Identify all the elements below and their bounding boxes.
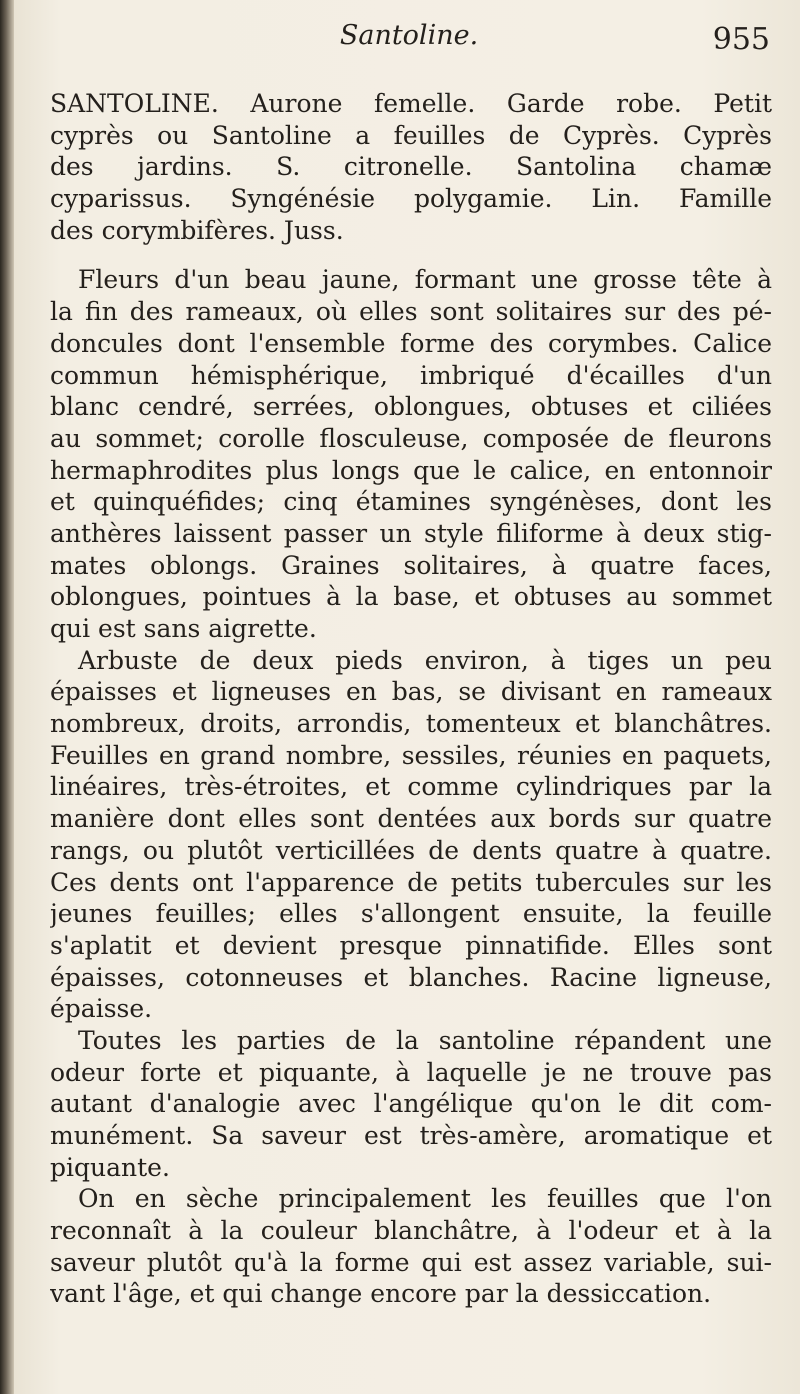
text-line: des corymbifères. Juss. — [50, 215, 344, 245]
text-line: cyprès ou Santoline a feuilles de Cyprès. Cyprès — [50, 120, 772, 150]
running-title: Santoline. — [339, 20, 479, 51]
text-line: vant l'âge, et qui change encore par la dessiccation. — [50, 1279, 712, 1309]
odor-paragraph — [50, 1025, 772, 1183]
text-line: s'aplatit et devient presque pinnatifide. Elles sont — [50, 930, 772, 960]
text-line: commun hémisphérique, imbriqué d'écailles d'un — [50, 360, 772, 390]
text-line: piquante. — [50, 1152, 170, 1182]
text-line: et quinquéfides; cinq étamines syngénèses, dont les — [50, 487, 772, 517]
text-line: au sommet; corolle flosculeuse, composée de fleurons — [50, 423, 772, 453]
page-number: 955 — [712, 22, 770, 57]
entry-heading-paragraph — [50, 88, 772, 246]
text-line: linéaires, très-étroites, et comme cylindriques par la — [50, 772, 772, 802]
text-line: munément. Sa saveur est très-amère, aromatique et — [50, 1121, 772, 1150]
text-line: qui est sans aigrette. — [50, 614, 317, 643]
text-line: Fleurs d'un beau jaune, formant une grosse tête à — [78, 265, 772, 295]
text-line: autant d'analogie avec l'angélique qu'on le dit com- — [50, 1089, 772, 1119]
page-header — [48, 20, 770, 70]
text-line: doncules dont l'ensemble forme des corymbes. Calice — [50, 328, 772, 358]
text-line: jeunes feuilles; elles s'allongent ensuite, la feuille — [50, 899, 772, 929]
text-line: SANTOLINE. Aurone femelle. Garde robe. Petit — [50, 89, 772, 118]
text-line: épaisses et ligneuses en bas, se divisant en rameaux — [50, 677, 772, 707]
text-line: rangs, ou plutôt verticillées de dents quatre à quatre. — [50, 835, 772, 865]
text-line: épaisses, cotonneuses et blanches. Racine ligneuse, — [50, 962, 772, 992]
text-line: anthères laissent passer un style filiforme à deux stig- — [50, 518, 772, 548]
text-line: Arbuste de deux pieds environ, à tiges un peu — [78, 645, 772, 675]
text-line: On en sèche principalement les feuilles que l'on — [78, 1184, 772, 1214]
text-line: nombreux, droits, arrondis, tomenteux et blanchâtres. — [50, 709, 772, 739]
text-line: saveur plutôt qu'à la forme qui est assez variable, sui- — [50, 1247, 772, 1277]
text-line: odeur forte et piquante, à laquelle je ne trouve pas — [50, 1057, 772, 1087]
text-line: la fin des rameaux, où elles sont solitaires sur des pé- — [50, 297, 772, 327]
text-line: manière dont elles sont dentées aux bords sur quatre — [50, 804, 772, 834]
shrub-paragraph — [50, 645, 772, 1025]
flowers-paragraph — [50, 264, 772, 644]
drying-paragraph — [50, 1183, 772, 1310]
text-line: reconnaît à la couleur blanchâtre, à l'odeur et à la — [50, 1216, 772, 1246]
text-line: oblongues, pointues à la base, et obtuses au sommet — [50, 582, 772, 612]
text-line: Toutes les parties de la santoline répandent une — [78, 1025, 772, 1055]
text-line: épaisse. — [50, 994, 153, 1024]
text-line: mates oblongs. Graines solitaires, à quatre faces, — [50, 550, 772, 580]
text-line: Feuilles en grand nombre, sessiles, réunies en paquets, — [50, 740, 772, 770]
text-line: hermaphrodites plus longs que le calice, en entonnoir — [50, 455, 772, 485]
text-line: des jardins. S. citronelle. Santolina chamæ — [50, 152, 772, 182]
body-text — [50, 88, 772, 1310]
text-line: blanc cendré, serrées, oblongues, obtuses et ciliées — [50, 392, 772, 422]
text-line: Ces dents ont l'apparence de petits tubercules sur les — [50, 867, 772, 897]
book-spine-shadow — [0, 0, 14, 1394]
text-line: cyparissus. Syngénésie polygamie. Lin. Famille — [50, 184, 772, 214]
